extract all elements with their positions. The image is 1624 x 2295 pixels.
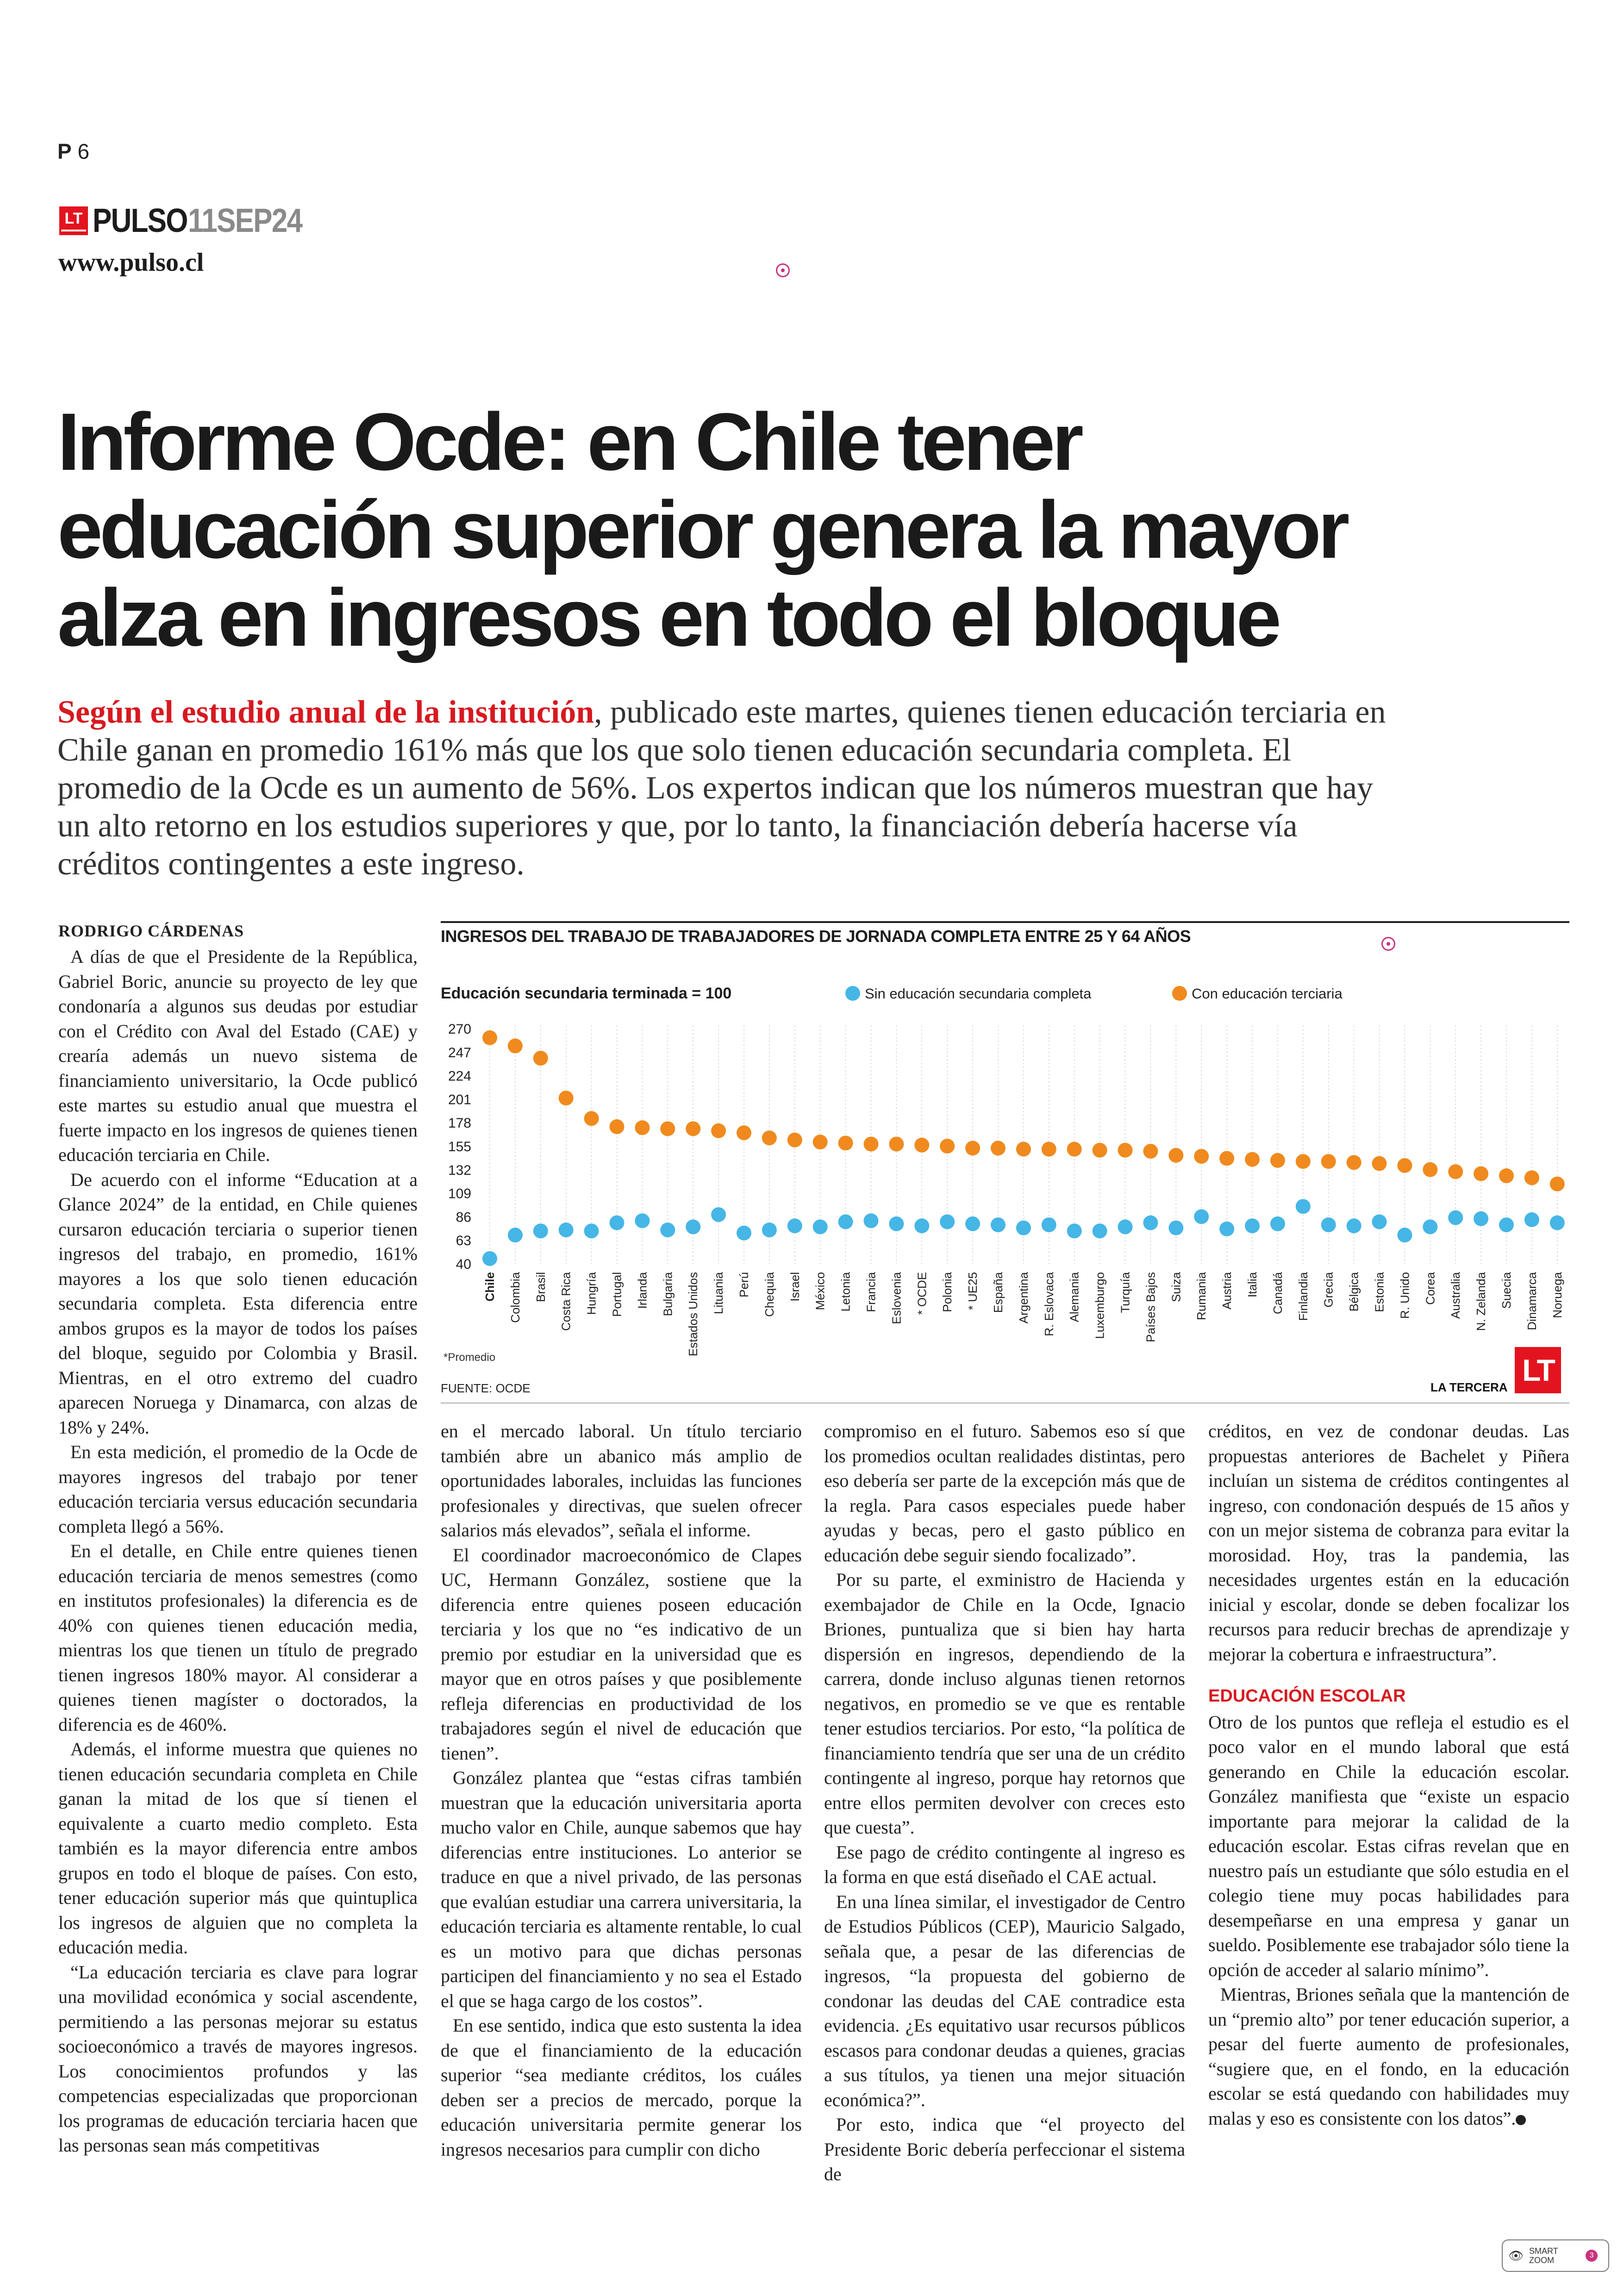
y-tick-label: 86 xyxy=(456,1210,471,1225)
point-con-terciaria xyxy=(1372,1156,1387,1171)
y-axis-ticks xyxy=(448,1022,471,1272)
chart-title: INGRESOS DEL TRABAJO DE TRABAJADORES DE JORNADA COMPLETA ENTRE 25 Y 64 AÑOS xyxy=(441,927,1191,946)
point-con-terciaria xyxy=(1194,1149,1209,1164)
x-tick-label: Chile xyxy=(483,1272,497,1302)
x-tick-label: Chequia xyxy=(762,1272,776,1317)
paragraph: Otro de los puntos que refleja el estudio es el poco valor en el mundo laboral que está generando en Chile la educación escolar. González manifiesta que “existe un espacio importante para mejorar la calidad de la educación escolar. Estas cifras revelan que en nuestro país un estudiante que sólo estudia en el colegio tiene muy pocas habilidades para desempeñarse en una empresa y ganar un sueldo. Posiblemente ese trabajador sólo tiene la opción de acceder al salario mínimo”. xyxy=(1208,1711,1569,1980)
point-sin-secundaria xyxy=(1347,1218,1362,1233)
x-tick-label: Finlandia xyxy=(1296,1272,1310,1321)
paragraph: En el detalle, en Chile entre quienes tienen educación terciaria de menos semestres (como en institutos profesionales) la diferencia es de 40% con quienes tienen educación media, mientras los que tienen un título de pregrado tienen ingresos 180% mayor. Al considerar a quienes tienen magíster o doctorados, la diferencia es de 460%. xyxy=(58,1540,418,1735)
section-name: PULSO xyxy=(93,202,187,239)
y-tick-label: 201 xyxy=(448,1092,471,1108)
point-con-terciaria xyxy=(1067,1142,1082,1157)
x-tick-label: Polonia xyxy=(940,1272,955,1312)
la-tercera-logo-icon: LT xyxy=(1515,1347,1561,1393)
x-tick-label: * UE25 xyxy=(966,1272,980,1310)
eye-icon: 👁 xyxy=(1508,2248,1524,2263)
point-con-terciaria xyxy=(686,1121,700,1136)
x-tick-label: Suecia xyxy=(1499,1272,1513,1309)
point-sin-secundaria xyxy=(991,1217,1006,1232)
chart-footnote: *Promedio xyxy=(443,1351,496,1364)
point-con-terciaria xyxy=(533,1051,548,1066)
point-sin-secundaria xyxy=(660,1222,675,1237)
point-sin-secundaria xyxy=(1372,1214,1387,1229)
point-con-terciaria xyxy=(660,1121,675,1136)
lt-logo-icon: LT xyxy=(59,206,88,235)
point-sin-secundaria xyxy=(1448,1210,1463,1225)
point-con-terciaria xyxy=(1016,1142,1031,1157)
paragraph: En esta medición, el promedio de la Ocde de mayores ingresos del trabajo por tener educación terciaria versus educación secundaria completa llegó a 56%. xyxy=(58,1441,418,1537)
point-sin-secundaria xyxy=(1118,1219,1133,1234)
point-con-terciaria xyxy=(584,1111,599,1126)
lead-paragraph xyxy=(57,693,1391,883)
x-tick-label: Argentina xyxy=(1016,1272,1031,1324)
x-tick-label: Perú xyxy=(737,1272,751,1297)
x-tick-label: Letonia xyxy=(838,1272,853,1312)
x-tick-label: España xyxy=(991,1272,1005,1313)
point-con-terciaria xyxy=(940,1139,955,1154)
paragraph: créditos, en vez de condonar deudas. Las propuestas anteriores de Bachelet y Piñera incluían un sistema de créditos contingentes al ingreso, con condonación después de 15 años y con un mejor sistema de cobranza para evitar la morosidad. Hoy, tras la pandemia, las necesidades urgentes están en la educación inicial y escolar, donde se deben focalizar los recursos para reducir brechas de aprendizaje y mejorar la cobertura e infraestructura”. xyxy=(1208,1421,1569,1665)
paragraph: Ese pago de crédito contingente al ingreso es la forma en que está diseñado el CAE actual. xyxy=(824,1841,1185,1887)
y-tick-label: 178 xyxy=(448,1116,471,1131)
legend-marker xyxy=(1172,986,1187,1001)
point-con-terciaria xyxy=(864,1137,879,1152)
x-tick-label: Hungría xyxy=(584,1272,599,1315)
page-letter: P xyxy=(57,139,72,163)
x-tick-label: Alemania xyxy=(1067,1272,1081,1322)
issue-date: 11SEP24 xyxy=(188,202,302,239)
x-tick-label: Turquía xyxy=(1118,1272,1132,1313)
point-con-terciaria xyxy=(559,1091,574,1105)
point-con-terciaria xyxy=(762,1130,777,1145)
x-tick-label: Francia xyxy=(864,1272,878,1312)
point-sin-secundaria xyxy=(1296,1199,1311,1214)
x-tick-label: R. Unido xyxy=(1398,1272,1412,1319)
x-tick-label: Costa Rica xyxy=(559,1272,573,1331)
point-sin-secundaria xyxy=(965,1216,980,1231)
point-con-terciaria xyxy=(737,1125,751,1140)
point-sin-secundaria xyxy=(1321,1217,1336,1232)
point-sin-secundaria xyxy=(584,1223,599,1238)
y-tick-label: 270 xyxy=(448,1022,471,1037)
x-tick-label: Canadá xyxy=(1270,1272,1285,1315)
chart-credit: LA TERCERA xyxy=(1430,1380,1508,1394)
paragraph: Por su parte, el exministro de Hacienda y exembajador de Chile en la Ocde, Ignacio Briones, puntualiza que si bien hay harta dispersión en ingresos, dependiendo de la carrera, donde incluso algunas tienen retornos negativos, en promedio se ve que es rentable tener estudios terciarios. Por esto, “la política de financiamiento tendría que ser una de un crédito contingente al ingreso, porque hay retornos que entre ellos permiten devolver con creces esto que cuesta”. xyxy=(824,1569,1185,1838)
masthead xyxy=(59,204,320,238)
point-sin-secundaria xyxy=(864,1213,879,1228)
point-sin-secundaria xyxy=(533,1223,548,1238)
point-con-terciaria xyxy=(965,1141,980,1155)
point-con-terciaria xyxy=(635,1120,650,1135)
x-tick-label: Portugal xyxy=(610,1272,624,1317)
chart-top-rule xyxy=(441,921,1569,923)
point-con-terciaria xyxy=(610,1119,625,1134)
point-con-terciaria xyxy=(1118,1143,1133,1158)
point-con-terciaria xyxy=(991,1141,1006,1155)
article-column-1 xyxy=(58,944,418,2158)
subheading: EDUCACIÓN ESCOLAR xyxy=(1208,1686,1406,1706)
x-tick-label: Países Bajos xyxy=(1143,1272,1158,1342)
point-sin-secundaria xyxy=(1194,1209,1209,1224)
paragraph-text: Mientras, Briones señala que la mantención de un “premio alto” por tener educación superior, a pesar del fuerte aumento de profesionales, “sugiere que, en el fondo, en la educación escolar se está quedando con habilidades muy malas y eso es consistente con los datos”. xyxy=(1208,1984,1569,2129)
point-sin-secundaria xyxy=(1067,1223,1082,1238)
point-con-terciaria xyxy=(914,1138,929,1153)
point-sin-secundaria xyxy=(1168,1221,1183,1235)
legend-label: Con educación terciaria xyxy=(1192,985,1343,1002)
point-sin-secundaria xyxy=(1270,1216,1285,1231)
x-tick-label: R. Eslovaca xyxy=(1042,1272,1056,1336)
y-tick-label: 109 xyxy=(448,1186,471,1202)
point-con-terciaria xyxy=(1093,1143,1107,1158)
point-con-terciaria xyxy=(838,1135,853,1150)
byline: RODRIGO CÁRDENAS xyxy=(58,922,244,940)
point-sin-secundaria xyxy=(1219,1222,1234,1236)
lead-text: , publicado este martes, quienes tienen educación terciaria en Chile ganan en promedio 161% más que los que solo tienen educación secundaria completa. El promedio de la Ocde es un aumento de 56%. Los expertos indican que los números muestran que hay un alto retorno en los estudios superiores y que, por lo tanto, la financiación debería hacerse vía créditos contingentes a este ingreso. xyxy=(57,694,1386,882)
point-con-terciaria xyxy=(889,1137,904,1152)
x-tick-label: Luxemburgo xyxy=(1093,1272,1107,1339)
page-number xyxy=(57,139,89,164)
registration-mark-icon xyxy=(776,263,790,277)
registration-mark-icon xyxy=(1381,937,1395,951)
point-sin-secundaria xyxy=(686,1219,700,1234)
point-con-terciaria xyxy=(1474,1166,1488,1181)
point-con-terciaria xyxy=(1270,1153,1285,1168)
point-con-terciaria xyxy=(482,1030,497,1045)
x-tick-label: Suiza xyxy=(1169,1272,1183,1303)
paragraph: El coordinador macroeconómico de Clapes UC, Hermann González, sostiene que la diferencia entre quienes poseen educación terciaria y los que no “es indicativo de un premio por estudiar en la universidad que es mayor que en otros países y que posiblemente refleja diferencias en productividad de los trabajadores según el nivel de educación que tienen”. xyxy=(441,1544,802,1764)
point-sin-secundaria xyxy=(737,1226,751,1241)
chart-legend xyxy=(845,985,1343,1002)
point-sin-secundaria xyxy=(1042,1217,1056,1232)
article-column-4 xyxy=(1208,1419,1569,2131)
x-tick-label: Italia xyxy=(1245,1272,1259,1297)
chart-ylabel: Educación secundaria terminada = 100 xyxy=(441,985,732,1002)
paragraph: En una línea similar, el investigador de Centro de Estudios Públicos (CEP), Mauricio Salgado, señala que, a pesar de las diferencias de ingresos, “la propuesta del gobierno de condonar las deudas del CAE contradice esta evidencia. ¿Es equitativo usar recursos públicos escasos para condonar deudas a quienes, gracias a sus títulos, ya tienen una mejor situación económica?”. xyxy=(824,1891,1185,2110)
point-con-terciaria xyxy=(1448,1164,1463,1179)
headline xyxy=(57,398,1446,662)
point-sin-secundaria xyxy=(1524,1212,1539,1227)
paragraph: Por esto, indica que “el proyecto del Presidente Boric debería perfeccionar el sistema de xyxy=(824,2114,1185,2184)
point-con-terciaria xyxy=(1397,1158,1412,1173)
headline-line: Informe Ocde: en Chile tener xyxy=(57,397,1081,487)
paragraph: compromiso en el futuro. Sabemos eso sí que los promedios ocultan realidades distintas, pero eso debería ser parte de la excepción más que de la regla. Para casos especiales puede haber ayudas y becas, pero el gasto público en educación debe seguir siendo focalizado”. xyxy=(824,1421,1185,1565)
point-sin-secundaria xyxy=(813,1219,828,1234)
point-sin-secundaria xyxy=(1423,1219,1437,1234)
paragraph: En ese sentido, indica que esto sustenta la idea de que el financiamiento de la educación superior “sea mediante créditos, los cuáles deben ser a precios de mercado, porque la educación universitaria permite generar los ingresos necesarios para cumplir con dicho xyxy=(441,2015,802,2160)
point-con-terciaria xyxy=(813,1135,828,1149)
x-tick-label: * OCDE xyxy=(915,1272,929,1315)
point-con-terciaria xyxy=(508,1039,523,1054)
x-tick-label: Bulgaria xyxy=(661,1272,675,1316)
point-con-terciaria xyxy=(1042,1142,1056,1157)
y-tick-label: 247 xyxy=(448,1045,471,1060)
point-con-terciaria xyxy=(1296,1154,1311,1169)
paragraph: en el mercado laboral. Un título terciario también abre un abanico más amplio de oportunidades laborales, incluidas las funciones profesionales y directivas, que suelen ofrecer salarios más elevados”, señala el informe. xyxy=(441,1421,802,1540)
point-sin-secundaria xyxy=(1245,1218,1260,1233)
point-sin-secundaria xyxy=(1093,1223,1107,1238)
point-sin-secundaria xyxy=(559,1222,574,1237)
smart-zoom-badge: 3 xyxy=(1586,2250,1598,2262)
lead-highlight: Según el estudio anual de la institución xyxy=(57,694,594,730)
point-con-terciaria xyxy=(711,1123,726,1138)
paragraph: A días de que el Presidente de la República, Gabriel Boric, anuncie su proyecto de ley que condonaría a algunos sus deudas por estudiar con el Crédito con Aval del Estado (CAE) y crearía además un nuevo sistema de financiamiento universitario, la Ocde publicó este martes su estudio anual que muestra el fuerte impacto en los ingresos de quienes tienen educación terciaria en Chile. xyxy=(58,946,418,1165)
smart-zoom-button[interactable] xyxy=(1502,2239,1609,2272)
page-number-value: 6 xyxy=(77,139,90,163)
y-tick-label: 40 xyxy=(456,1257,471,1272)
x-tick-label: Lituania xyxy=(712,1272,726,1315)
x-tick-label: Irlanda xyxy=(635,1272,650,1309)
point-con-terciaria xyxy=(1347,1155,1362,1170)
point-con-terciaria xyxy=(1524,1170,1539,1185)
legend-marker xyxy=(845,986,860,1001)
point-sin-secundaria xyxy=(838,1214,853,1229)
article-column-2 xyxy=(441,1419,802,2162)
x-tick-label: Bélgica xyxy=(1347,1272,1361,1312)
point-sin-secundaria xyxy=(1016,1221,1031,1235)
headline-line: alza en ingresos en todo el bloque xyxy=(57,573,1279,663)
point-sin-secundaria xyxy=(1143,1216,1158,1230)
x-tick-label: Brasil xyxy=(533,1272,548,1303)
point-sin-secundaria xyxy=(1397,1228,1412,1242)
x-tick-label: Estonia xyxy=(1372,1272,1387,1312)
y-tick-label: 132 xyxy=(448,1162,471,1178)
legend-label: Sin educación secundaria completa xyxy=(865,985,1092,1002)
x-tick-label: Austria xyxy=(1220,1272,1234,1310)
point-sin-secundaria xyxy=(889,1216,904,1231)
point-sin-secundaria xyxy=(762,1222,777,1237)
point-con-terciaria xyxy=(1219,1151,1234,1166)
paragraph xyxy=(1208,1982,1569,2131)
x-tick-label: Dinamarca xyxy=(1524,1272,1539,1330)
point-con-terciaria xyxy=(1550,1177,1565,1191)
point-sin-secundaria xyxy=(914,1218,929,1233)
x-tick-label: Australia xyxy=(1449,1272,1463,1319)
point-sin-secundaria xyxy=(508,1228,523,1242)
point-sin-secundaria xyxy=(1550,1216,1565,1230)
x-tick-label: Corea xyxy=(1423,1272,1437,1305)
paragraph: “La educación terciaria es clave para lograr una movilidad económica y social ascendente, permitiendo a las personas mejorar su estatus socioeconómico a través de mayores ingresos. Los conocimientos profundos y las competencias especializadas que proporcionan los programas de educación terciaria hacen que las personas sean más competitivas xyxy=(58,1961,418,2156)
x-tick-label: Eslovenia xyxy=(889,1272,904,1324)
point-sin-secundaria xyxy=(635,1213,650,1228)
x-tick-label: Grecia xyxy=(1321,1272,1336,1308)
point-sin-secundaria xyxy=(1474,1211,1488,1226)
x-tick-label: N. Zelanda xyxy=(1474,1272,1488,1331)
x-axis-labels xyxy=(483,1272,1564,1356)
point-sin-secundaria xyxy=(610,1216,625,1230)
x-tick-label: Noruega xyxy=(1550,1272,1564,1318)
point-sin-secundaria xyxy=(711,1207,726,1222)
smart-zoom-label: SMART ZOOM xyxy=(1529,2246,1558,2265)
chart-source: FUENTE: OCDE xyxy=(441,1381,531,1395)
y-tick-label: 155 xyxy=(448,1139,471,1154)
x-tick-label: Estados Unidos xyxy=(686,1272,700,1357)
point-con-terciaria xyxy=(1499,1168,1514,1183)
y-tick-label: 63 xyxy=(456,1233,471,1249)
point-con-terciaria xyxy=(1321,1154,1336,1169)
paragraph: Además, el informe muestra que quienes no tienen educación secundaria completa en Chile ganan la mitad de los que sí tienen el equivalente a cuarto medio completo. Esta también es la mayor diferencia entre ambos grupos en todo el bloque de países. Con esto, tener educación superior más que quintuplica los ingresos de alguien que no completa la educación media. xyxy=(58,1739,418,1958)
point-con-terciaria xyxy=(1168,1148,1183,1163)
x-tick-label: México xyxy=(813,1272,827,1310)
point-con-terciaria xyxy=(1245,1152,1260,1167)
data-points xyxy=(482,1030,1565,1266)
article-column-3 xyxy=(824,1419,1185,2187)
chart xyxy=(441,972,1569,1379)
site-url[interactable]: www.pulso.cl xyxy=(58,248,204,277)
end-mark-icon: P xyxy=(1516,2115,1526,2125)
x-tick-label: Israel xyxy=(787,1272,802,1302)
headline-line: educación superior genera la mayor xyxy=(57,485,1347,575)
paragraph: González plantea que “estas cifras también muestran que la educación universitaria aporta mucho valor en Chile, aunque sabemos que hay diferencias entre instituciones. Lo anterior se traduce en que a nivel privado, de las personas que evalúan estudiar una carrera universitaria, la educación terciaria es altamente rentable, lo cual es un motivo para que dichas personas participen del financiamiento y no sea el Estado el que se haga cargo de los costos”. xyxy=(441,1767,802,2011)
point-sin-secundaria xyxy=(940,1214,955,1229)
point-con-terciaria xyxy=(1143,1144,1158,1159)
point-sin-secundaria xyxy=(787,1218,802,1233)
paragraph: De acuerdo con el informe “Education at a Glance 2024” de la entidad, en Chile quienes cursaron educación terciaria o superior tienen ingresos del trabajo, en promedio, 161% mayores a los que solo tienen educación secundaria completa. Esta diferencia entre ambos grupos es la mayor de todos los países del bloque, seguido por Colombia y Brasil. Mientras, en el otro extremo del cuadro aparecen Noruega y Dinamarca, con alzas de 18% y 24%. xyxy=(58,1169,418,1438)
point-con-terciaria xyxy=(787,1133,802,1148)
point-sin-secundaria xyxy=(482,1251,497,1266)
point-con-terciaria xyxy=(1423,1162,1437,1177)
x-tick-label: Rumania xyxy=(1194,1272,1209,1321)
x-tick-label: Colombia xyxy=(508,1272,522,1323)
y-tick-label: 224 xyxy=(448,1068,471,1084)
point-sin-secundaria xyxy=(1499,1217,1514,1232)
